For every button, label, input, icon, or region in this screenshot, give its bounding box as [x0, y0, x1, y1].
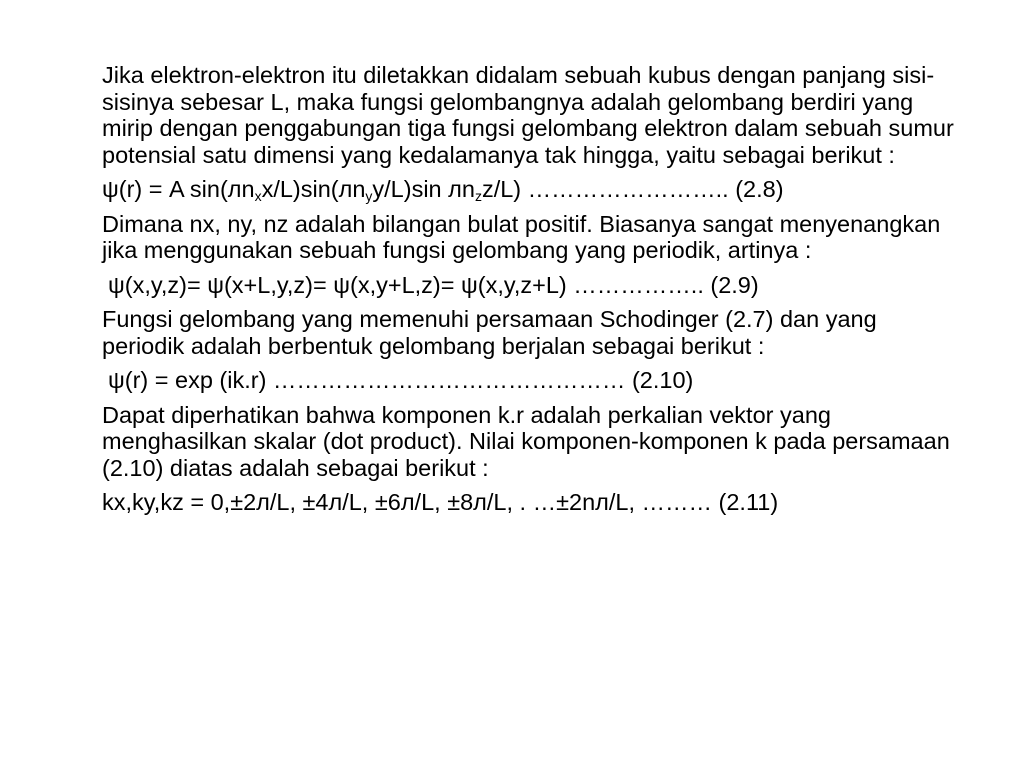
equation-2-9: ψ(x,y,z)= ψ(x+L,y,z)= ψ(x,y+L,z)= ψ(x,y,z+L) …………….. (2.9)	[108, 271, 759, 298]
slide-body	[102, 62, 962, 524]
eq-2-8-sub-y: y	[365, 188, 373, 204]
paragraph-intro: Jika elektron-elektron itu diletakkan didalam sebuah kubus dengan panjang sisi-sisinya sebesar L, maka fungsi gelombangnya adalah gelombang berdiri yang mirip dengan penggabungan tiga fungsi gelombang elektron dalam sebuah sumur potensial satu dimensi yang kedalamanya tak hingga, yaitu sebagai berikut :	[102, 62, 954, 168]
paragraph-traveling-wave: Fungsi gelombang yang memenuhi persamaan Schodinger (2.7) dan yang periodik adalah berbentuk gelombang berjalan sebagai berikut :	[102, 306, 877, 359]
equation-2-10: ψ(r) = exp (ik.r) ……………………………………… (2.10)	[108, 367, 694, 393]
eq-2-8-part3: y/L)sin лn	[372, 176, 475, 202]
eq-2-8-sub-z: z	[474, 188, 482, 204]
equation-2-8	[102, 176, 962, 203]
paragraph-periodic: Dimana nx, ny, nz adalah bilangan bulat positif. Biasanya sangat menyenangkan jika menggunakan sebuah fungsi gelombang yang periodik, artinya :	[102, 210, 941, 263]
paragraph-dot-product: Dapat diperhatikan bahwa komponen k.r adalah perkalian vektor yang menghasilkan skalar (dot product). Nilai komponen-komponen k pada persamaan (2.10) diatas adalah sebagai berikut :	[102, 401, 950, 481]
equation-2-11: kx,ky,kz = 0,±2л/L, ±4л/L, ±6л/L, ±8л/L, . …±2nл/L, ……… (2.11)	[102, 489, 779, 515]
eq-2-8-part4: z/L) …………………….. (2.8)	[481, 176, 784, 202]
eq-2-8-sub-x: x	[254, 188, 262, 204]
eq-2-8-part2: x/L)sin(лn	[261, 176, 366, 202]
eq-2-8-part1: ψ(r) = A sin(лn	[102, 176, 255, 202]
